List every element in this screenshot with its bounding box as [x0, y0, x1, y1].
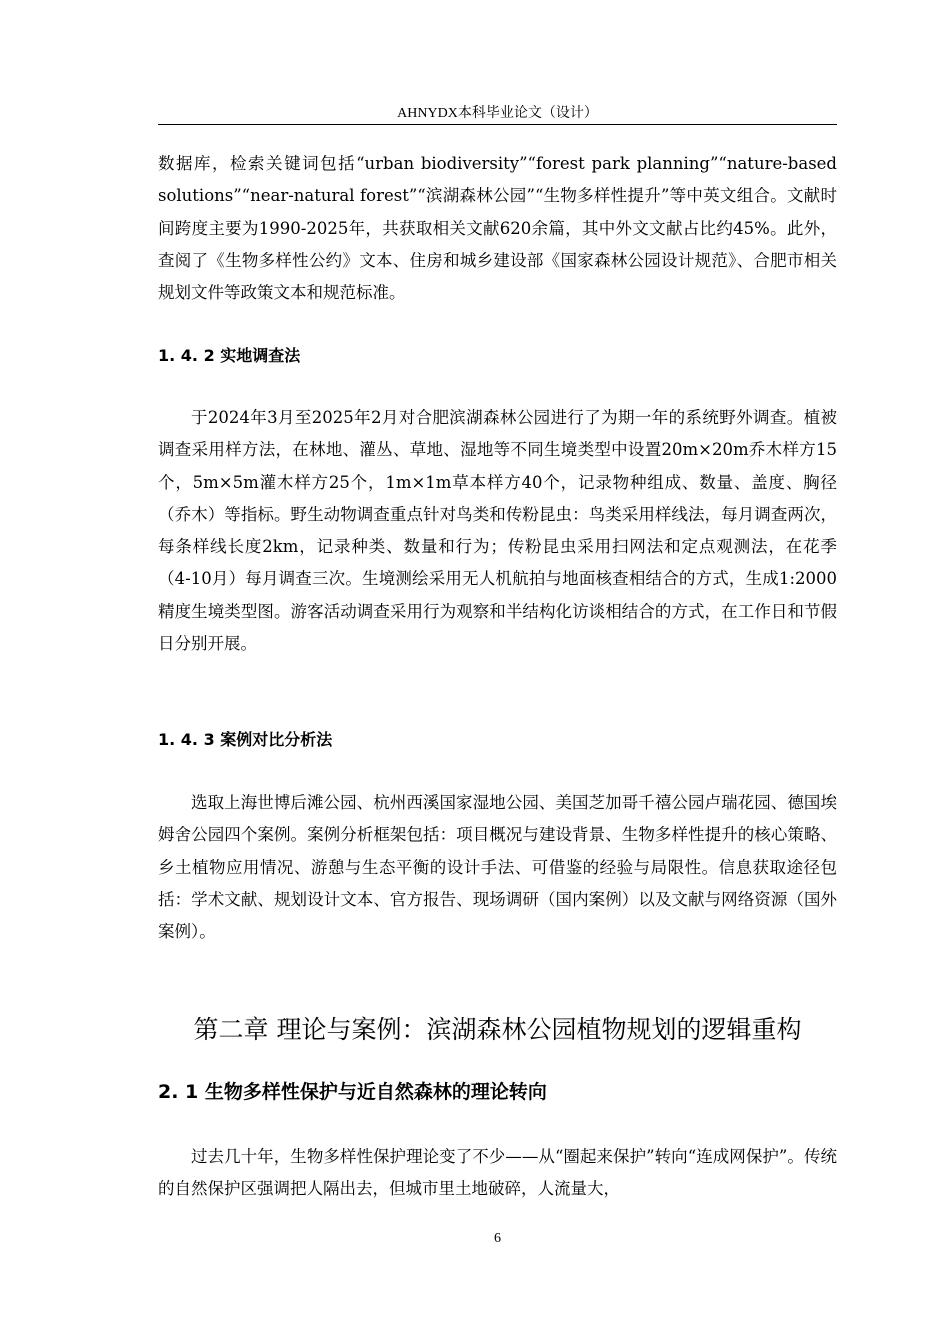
running-header: AHNYDX本科毕业论文（设计）	[397, 106, 598, 121]
paragraph-field-survey: 于2024年3月至2025年2月对合肥滨湖森林公园进行了为期一年的系统野外调查。植被调查采用样方法，在林地、灌丛、草地、湿地等不同生境类型中设置20m×20m乔木样方15个，5m×5m灌木样方25个，1m×1m草本样方40个，记录物种组成、数量、盖度、胸径（乔木）等指标。野生动物调查重点针对鸟类和传粉昆虫：鸟类采用样线法，每月调查两次，每条样线长度2km，记录种类、数量和行为；传粉昆虫采用扫网法和定点观测法，在花季（4-10月）每月调查三次。生境测绘采用无人机航拍与地面核查相结合的方式，生成1:2000精度生境类型图。游客活动调查采用行为观察和半结构化访谈相结合的方式，在工作日和节假日分别开展。	[158, 408, 837, 654]
page-number: 6	[494, 1231, 501, 1246]
paragraph-literature-review: 数据库，检索关键词包括“urban biodiversity”“forest park planning”“nature-based solutions”“near-natural forest”“滨湖森林公园”“生物多样性提升”等中英文组合。文献时间跨度主要为1990-2025年，共获取相关文献620余篇，其中外文文献占比约45%。此外，查阅了《生物多样性公约》文本、住房和城乡建设部《国家森林公园设计规范》、合肥市相关规划文件等政策文本和规范标准。	[158, 154, 837, 303]
subheading-case-comparison: 1. 4. 3 案例对比分析法	[158, 730, 333, 749]
subheading-field-survey: 1. 4. 2 实地调查法	[158, 346, 301, 365]
paragraph-case-comparison: 选取上海世博后滩公园、杭州西溪国家湿地公园、美国芝加哥千禧公园卢瑞花园、德国埃姆舍公园四个案例。案例分析框架包括：项目概况与建设背景、生物多样性提升的核心策略、乡土植物应用情况、游憩与生态平衡的设计手法、可借鉴的经验与局限性。信息获取途径包括：学术文献、规划设计文本、官方报告、现场调研（国内案例）以及文献与网络资源（国外案例）。	[158, 793, 837, 942]
header-rule	[158, 124, 837, 125]
paragraph-theory-intro: 过去几十年，生物多样性保护理论变了不少——从“圈起来保护”转向“连成网保护”。传统的自然保护区强调把人隔出去，但城市里土地破碎，人流量大，	[158, 1147, 837, 1199]
chapter-title: 第二章 理论与案例：滨湖森林公园植物规划的逻辑重构	[193, 1015, 802, 1044]
section-title: 2. 1 生物多样性保护与近自然森林的理论转向	[158, 1081, 547, 1103]
